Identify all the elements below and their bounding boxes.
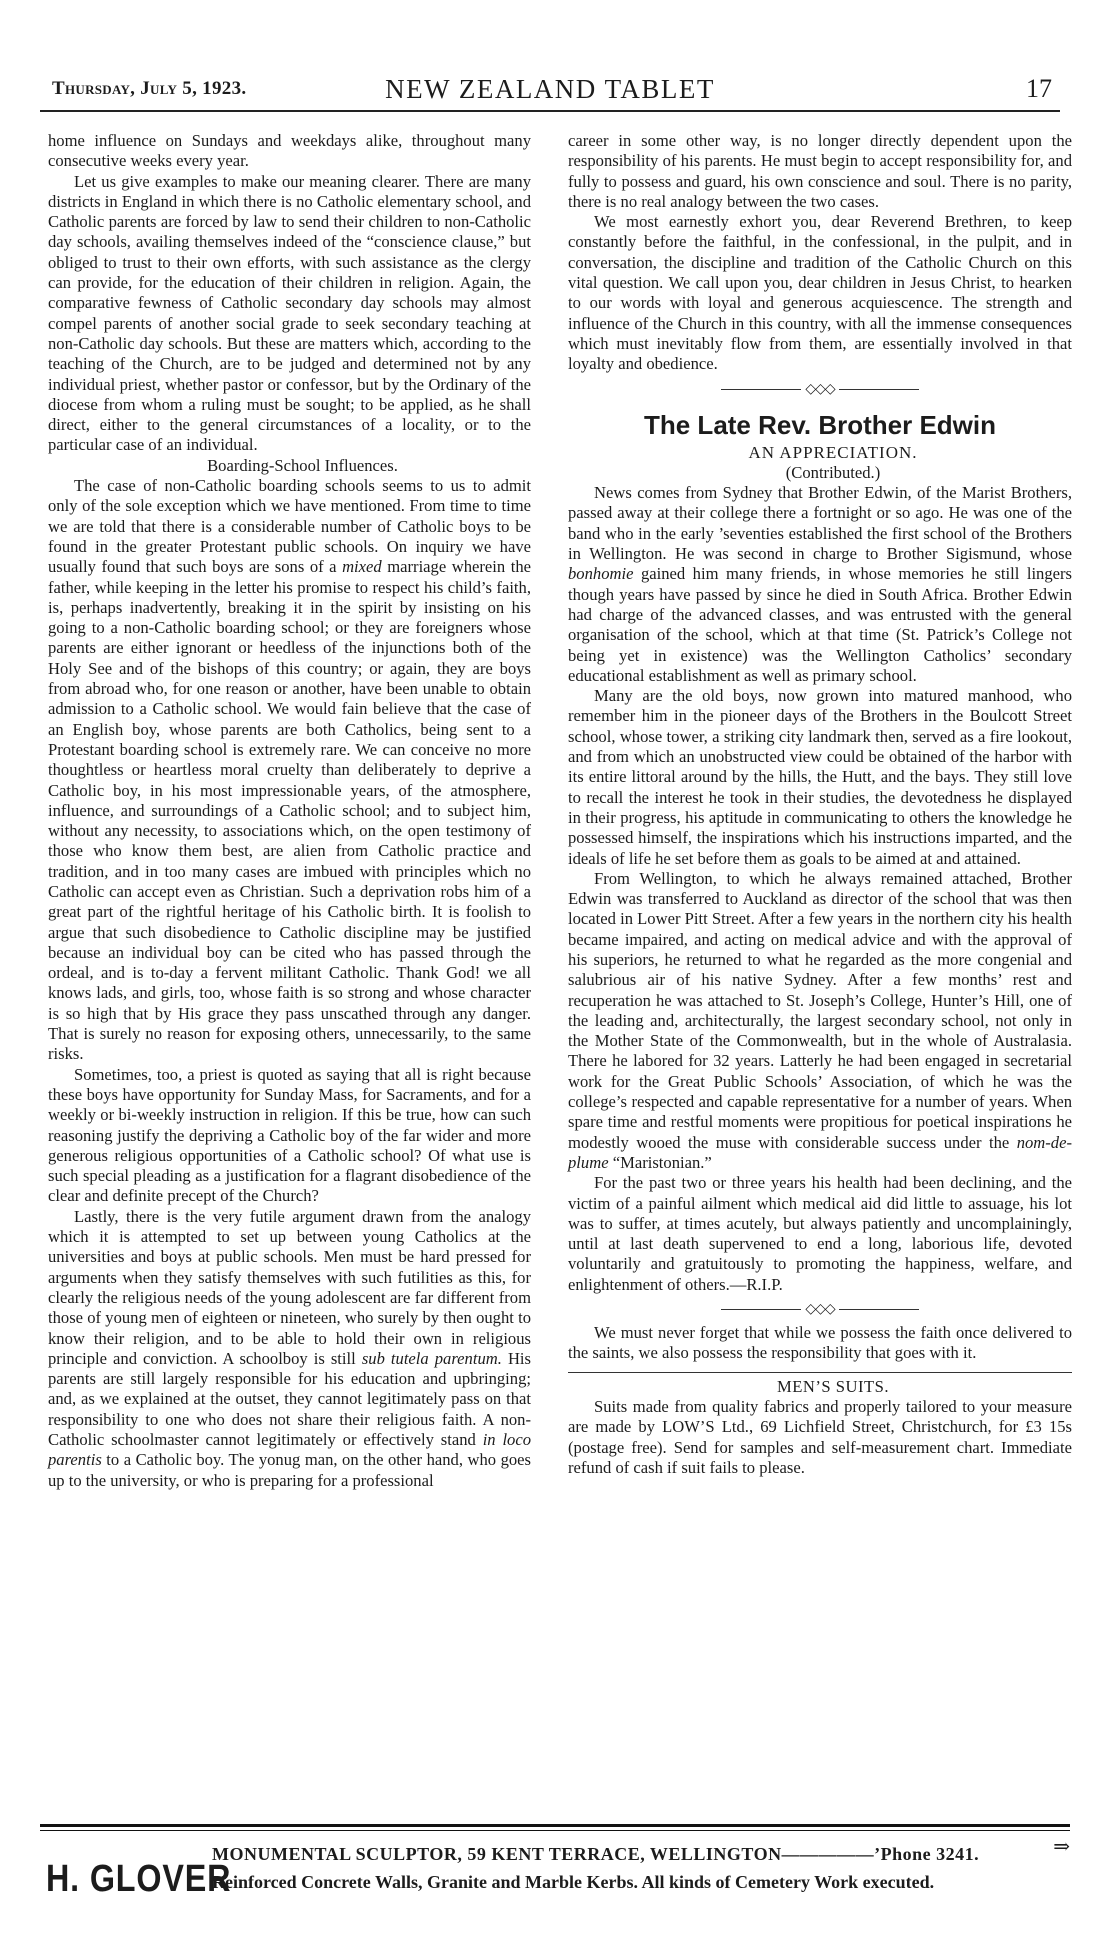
- ad-body: Suits made from quality fabrics and properly tailored to your measure are made by LOW’S Ltd., 69 Lichfield Street, Christchurch, for £3 15s (postage free). Send for samples and self-measurement chart. Immediate refund of cash if suit fails to please.: [568, 1396, 1072, 1477]
- paragraph-text: His parents are still largely responsible for his education and upbringing; and, as we explained at the outset, they cannot legitimately pass on that responsibility to one who does not share their religious faith. A non-Catholic schoolmaster cannot legitimately or effectively stand: [48, 1348, 531, 1449]
- divider-line: [839, 389, 919, 390]
- right-column: [568, 131, 1072, 1791]
- advertiser-name: H. GLOVER: [46, 1858, 232, 1900]
- paragraph: home influence on Sundays and weekdays alike, throughout many consecutive weeks every year.: [48, 131, 531, 171]
- advertisement: [568, 1372, 1072, 1478]
- ornament-divider: [568, 381, 1072, 399]
- divider-line: [721, 1309, 801, 1310]
- italic-text: sub tutela parentum.: [361, 1348, 502, 1368]
- advertiser-address: MONUMENTAL SCULPTOR, 59 KENT TERRACE, WELLINGTON—————’Phone 3241.: [212, 1844, 980, 1864]
- paragraph-text: From Wellington, to which he always remained attached, Brother Edwin was transferred to Auckland as director of the school that was then located in Lower Pitt Street. After a few years in the northern city his health became impaired, and acting on medical advice and with the approval of his superiors, he returned to what he regarded as the more congenial and salubrious air of his native Sydney. After a few months’ rest and recuperation he was attached to St. Joseph’s College, Hunter’s Hill, one of the leading and, architecturally, the largest secondary school, not only in the Mother State of the Commonwealth, but in the whole of Australasia. There he labored for 32 years. Latterly he had been engaged in secretarial work for the Great Public Schools’ Association, of which he was the college’s respected and capable representative for a number of years. When spare time and restful moments were propitious for poetical inspirations he modestly wooed the muse with considerable success under the: [568, 868, 1072, 1152]
- header-rule: [40, 110, 1060, 112]
- divider-line: [839, 1309, 919, 1310]
- paragraph-text: marriage wherein the father, while keeping in the letter his promise to respect his child’s faith, is, perhaps inadvertently, breaking it in the spirit by insisting on his going to a non-Catholic boarding school; or they are foreigners whose parents are either ignorant or heedless of the injunctions both of the Holy See and of the bishops of this country; or again, they are boys from abroad who, for one reason or another, have been unable to obtain admission to a Catholic school. We would fain believe that the case of an English boy, whose parents are both Catholics, being sent to a Protestant boarding school is extremely rare. We can conceive no more thoughtless or heartless moral cruelty than deliberately to deprive a Catholic boy, in his most impressionable years, of the atmosphere, influence, and surroundings of a Catholic school; and to subject him, without any necessity, to associations which, on the open testimony of those who know them best, are alien from Catholic practice and tradition, and in too many cases are imbued with principles which no Catholic can accept even as Christian. Such a deprivation robs him of a great part of the rightful heritage of his Catholic birth. It is foolish to argue that such disobedience to Catholic discipline may be justified because an individual boy can be cited who has passed through the ordeal, and is to-day a fervent militant Catholic. Thank God! we all knows lads, and girls, too, whose faith is so strong and whose character is so high that by His grace they pass unscathed through any danger. That is surely no reason for exposing others, unnecessarily, to the same risks.: [48, 557, 531, 1064]
- paragraph: [568, 483, 1072, 686]
- filler-paragraph: We must never forget that while we possess the faith once delivered to the saints, we also possess the responsibility that goes with it.: [568, 1323, 1072, 1363]
- italic-text: bonhomie: [568, 564, 634, 584]
- paragraph: [568, 869, 1072, 1173]
- paragraph-text: to a Catholic boy. The yonug man, on the other hand, who goes up to the university, or who is preparing for a professional: [48, 1450, 531, 1490]
- section-subhead: Boarding-School Influences.: [207, 455, 398, 475]
- page-number: 17: [1026, 74, 1052, 103]
- paragraph-text: “Maristonian.”: [608, 1152, 712, 1172]
- paragraph: Many are the old boys, now grown into matured manhood, who remember him in the pioneer days of the Brothers in the Boulcott Street school, whose tower, a striking city landmark then, served as a fire lookout, and from which an unobstructed view could be obtained of the harbor with its entire littoral around by the hills, the Hutt, and the bays. They still love to recall the interest he took in their studies, the devotedness he displayed in their progress, his aptitude in communicating to others the knowledge he possessed himself, the inspirations which his instructions imparted, and the ideals of life he set before them as goals to be aimed at and attained.: [568, 686, 1072, 868]
- paragraph: [48, 1207, 531, 1491]
- article-kicker: AN APPRECIATION.: [748, 442, 918, 462]
- arrow-icon: ⇒: [1053, 1836, 1070, 1858]
- paragraph-text: Lastly, there is the very futile argument drawn from the analogy which it is attempted to set up between young Catholics at the universities and boys at public schools. Men must be hard pressed for arguments when they satisfy themselves with such futilities as this, for clearly the religious needs of the young adolescent are far different from those of young men of eighteen or nineteen, who surely by then ought to know their religion, and to be able to hold their own in religious principle and conviction. A schoolboy is still: [48, 1206, 531, 1368]
- ornament-glyph: ◇◇◇: [805, 381, 835, 397]
- paragraph: Let us give examples to make our meaning clearer. There are many districts in England in which there is no Catholic elementary school, and Catholic parents are forced by law to send their children to non-Catholic day schools, availing themselves indeed of the “conscience clause,” but obliged to trust to their own efforts, with such assistance as the clergy can provide, for the education of their children in religion. Again, the comparative fewness of Catholic secondary day schools may almost compel parents of another social grade to seek secondary teaching at non-Catholic day schools. But these are matters which, according to the teaching of the Church, are to be judged and determined not by any individual priest, whether pastor or confessor, but by the Ordinary of the diocese from whom a ruling must be sought; to be applied, as he shall direct, either to the general circumstances of a locality, or to the particular case of an individual.: [48, 171, 531, 455]
- paragraph: For the past two or three years his health had been declining, and the victim of a painful ailment which medical aid did little to assuage, his lot was to suffer, at times acutely, but always patiently and uncomplainingly, until at last death supervened to end a long, laborious life, devoted voluntarily and gratuitously to promoting the happiness, welfare, and enlightenment of others.—R.I.P.: [568, 1173, 1072, 1294]
- ad-heading: MEN’S SUITS.: [776, 1376, 890, 1396]
- advertiser-services: Reinforced Concrete Walls, Granite and Marble Kerbs. All kinds of Cemetery Work executed.: [212, 1872, 935, 1892]
- left-column: [48, 131, 531, 1791]
- header-date: Thursday, July 5, 1923.: [52, 78, 247, 99]
- paragraph: We most earnestly exhort you, dear Reverend Brethren, to keep constantly before the faithful, in the confessional, in the pulpit, and in conversation, the discipline and tradition of the Catholic Church on this vital question. We call upon you, dear children in Jesus Christ, to hearken to our words with loyal and generous acquiescence. The strength and influence of the Church in this country, with all the immense consequences which must inevitably flow from them, are essentially involved in that loyalty and obedience.: [568, 212, 1072, 374]
- footer-advertisement: [40, 1824, 1070, 1934]
- italic-text: in loco parentis: [48, 1430, 532, 1470]
- ornament-divider: [568, 1301, 1072, 1319]
- italic-text: nom-de-plume: [568, 1132, 1072, 1172]
- masthead-title: NEW ZEALAND TABLET: [385, 74, 715, 104]
- paragraph: Sometimes, too, a priest is quoted as saying that all is right because these boys have opportunity for Sunday Mass, for Sacraments, and for a weekly or bi-weekly instruction in religion. If this be true, how can such reasoning justify the depriving a Catholic boy of the far wider and more generous religious opportunities of a Catholic school? Of what use is such special pleading as a justification for a flagrant disobedience of the clear and definite precept of the Church?: [48, 1064, 531, 1206]
- page-header: [40, 68, 1060, 112]
- paragraph-text: gained him many friends, in whose memories he still lingers though years have passed by since he died in South Africa. Brother Edwin had charge of the advanced classes, and was entrusted with the general organisation of the school, which at that time (St. Patrick’s College not being yet in existence) was the Wellington Catholics’ secondary educational establishment as well as primary school.: [568, 564, 1072, 685]
- paragraph-text: The case of non-Catholic boarding schools seems to us to admit only of the sole exception which we have mentioned. From time to time we are told that there is a considerable number of Catholic boys to be found in the greater Protestant public schools. On inquiry we have usually found that such boys are sons of a: [48, 476, 531, 577]
- article-title: The Late Rev. Brother Edwin: [643, 409, 996, 440]
- italic-text: mixed: [342, 557, 382, 577]
- footer-rule: [40, 1824, 1070, 1827]
- paragraph: career in some other way, is no longer directly dependent upon the responsibility of his parents. He must begin to accept responsibility for, and fully to possess and guard, his own conscience and soul. There is no parity, there is no real analogy between the two cases.: [568, 131, 1072, 211]
- ornament-glyph: ◇◇◇: [805, 1302, 835, 1318]
- divider-line: [721, 389, 801, 390]
- footer-rule: [40, 1830, 1070, 1831]
- paragraph: [48, 476, 531, 1065]
- article-credit: (Contributed.): [785, 462, 881, 482]
- paragraph-text: News comes from Sydney that Brother Edwin, of the Marist Brothers, passed away at their college there a fortnight or so ago. He was one of the band who in the early ’seventies established the first school of the Brothers in Wellington. He was second in charge to Brother Sigismund, whose: [568, 483, 1072, 564]
